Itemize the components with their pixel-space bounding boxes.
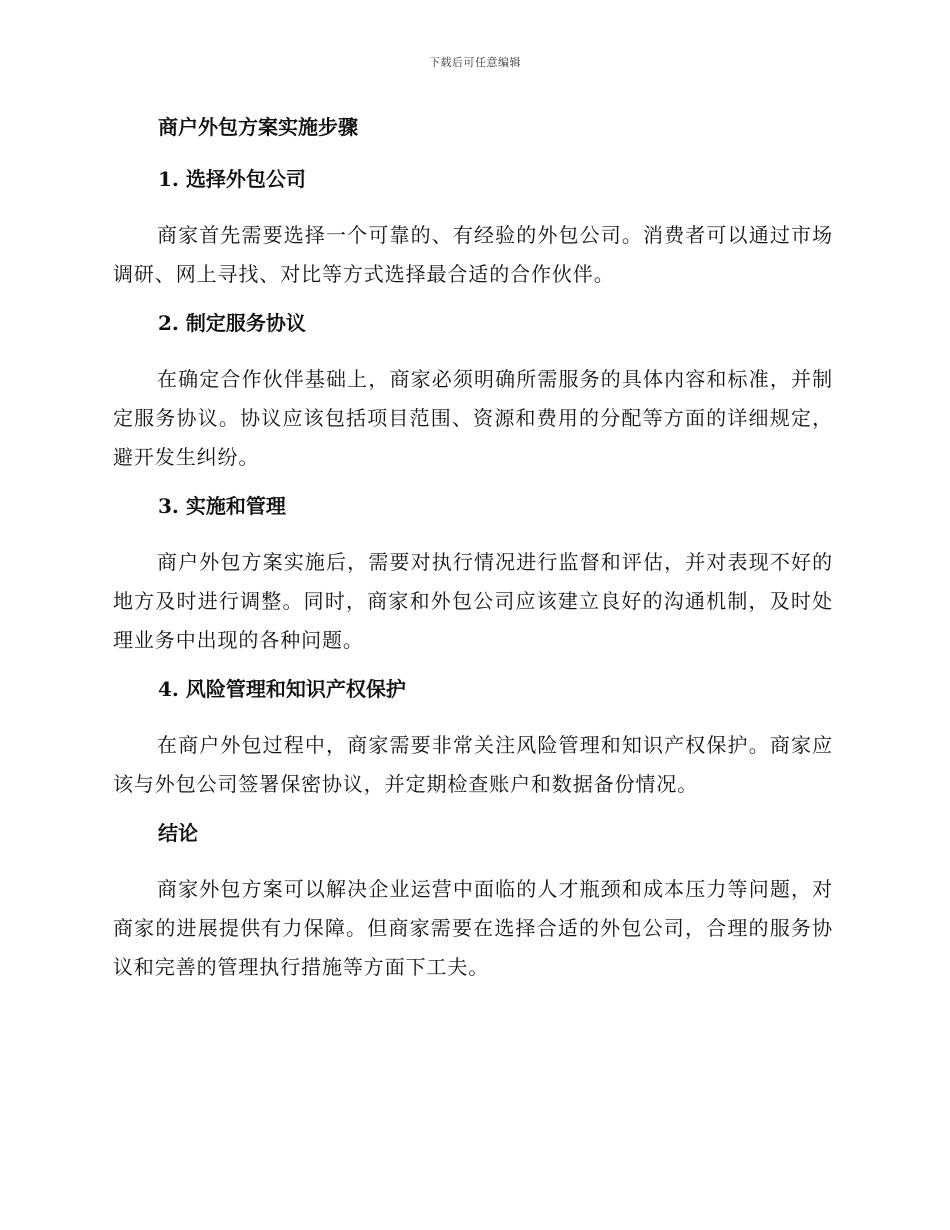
section-heading-1: 1. 选择外包公司 [158,167,306,191]
conclusion-paragraph: 商家外包方案可以解决企业运营中面临的人才瓶颈和成本压力等问题，对商家的进展提供有力保障。但商家需要在选择合适的外包公司，合理的服务协议和完善的管理执行措施等方面下工夫。 [113,877,833,979]
section-heading-2: 2. 制定服务协议 [158,311,306,335]
section-heading-3: 3. 实施和管理 [158,494,286,518]
section-paragraph-2: 在确定合作伙伴基础上，商家必须明确所需服务的具体内容和标准，并制定服务协议。协议应该包括项目范围、资源和费用的分配等方面的详细规定，避开发生纠纷。 [113,367,833,469]
conclusion-heading: 结论 [158,821,198,845]
section-paragraph-1: 商家首先需要选择一个可靠的、有经验的外包公司。消费者可以通过市场调研、网上寻找、对比等方式选择最合适的合作伙伴。 [113,223,833,286]
section-paragraph-3: 商户外包方案实施后，需要对执行情况进行监督和评估，并对表现不好的地方及时进行调整。同时，商家和外包公司应该建立良好的沟通机制，及时处理业务中出现的各种问题。 [113,550,833,652]
section-paragraph-4: 在商户外包过程中，商家需要非常关注风险管理和知识产权保护。商家应该与外包公司签署保密协议，并定期检查账户和数据备份情况。 [113,733,833,796]
header-note: 下载后可任意编辑 [429,56,521,69]
document-body [113,112,833,1001]
document-title: 商户外包方案实施步骤 [158,115,358,139]
section-heading-4: 4. 风险管理和知识产权保护 [158,677,406,701]
